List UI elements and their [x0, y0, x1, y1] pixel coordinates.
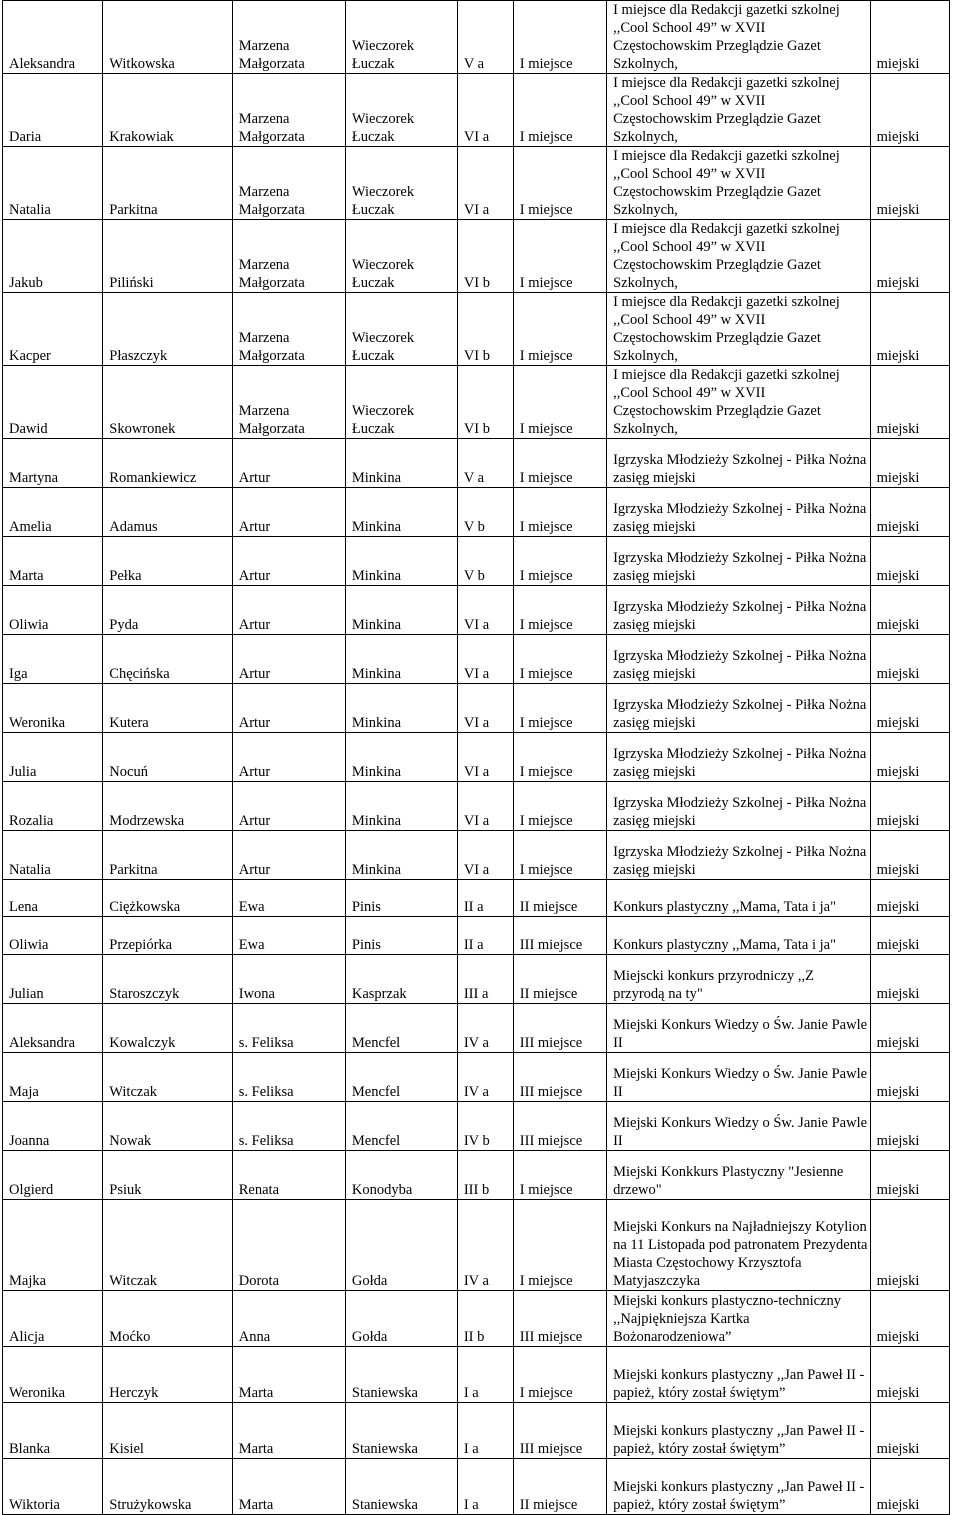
student-first-name-cell: Martyna [3, 439, 103, 488]
student-last-name-cell: Parkitna [103, 831, 232, 880]
student-first-name-cell: Joanna [3, 1102, 103, 1151]
student-last-name-cell: Pełka [103, 537, 232, 586]
student-last-name-cell: Nocuń [103, 733, 232, 782]
competition-cell: Miejski Konkurs Wiedzy o Św. Janie Pawle II [607, 1102, 871, 1151]
class-cell: VI a [457, 586, 513, 635]
level-cell: miejski [870, 1053, 949, 1102]
student-last-name-cell: Romankiewicz [103, 439, 232, 488]
awards-table-body [3, 1, 950, 1515]
teacher-first-name-cell: s. Feliksa [232, 1053, 345, 1102]
place-cell: I miejsce [513, 488, 606, 537]
teacher-last-name-cell: Mencfel [345, 1053, 457, 1102]
place-cell: III miejsce [513, 1291, 606, 1347]
teacher-last-name-cell: Wieczorek Łuczak [345, 293, 457, 366]
place-cell: I miejsce [513, 147, 606, 220]
table-row [3, 782, 950, 831]
student-first-name-cell: Aleksandra [3, 1004, 103, 1053]
place-cell: I miejsce [513, 1347, 606, 1403]
level-cell: miejski [870, 537, 949, 586]
place-cell: I miejsce [513, 1200, 606, 1291]
student-first-name-cell: Natalia [3, 831, 103, 880]
teacher-first-name-cell: Ewa [232, 917, 345, 955]
class-cell: V b [457, 488, 513, 537]
place-cell: I miejsce [513, 782, 606, 831]
table-row [3, 880, 950, 917]
table-row [3, 1004, 950, 1053]
teacher-first-name-cell: Marzena Małgorzata [232, 220, 345, 293]
competition-cell: Miejski Konkkurs Plastyczny "Jesienne drzewo" [607, 1151, 871, 1200]
place-cell: I miejsce [513, 74, 606, 147]
place-cell: III miejsce [513, 1053, 606, 1102]
teacher-last-name-cell: Minkina [345, 635, 457, 684]
awards-table [2, 0, 950, 1515]
student-first-name-cell: Julian [3, 955, 103, 1004]
class-cell: VI a [457, 74, 513, 147]
level-cell: miejski [870, 1347, 949, 1403]
table-row [3, 635, 950, 684]
level-cell: miejski [870, 488, 949, 537]
student-last-name-cell: Modrzewska [103, 782, 232, 831]
teacher-last-name-cell: Pinis [345, 880, 457, 917]
level-cell: miejski [870, 1291, 949, 1347]
teacher-first-name-cell: Artur [232, 537, 345, 586]
teacher-first-name-cell: Marzena Małgorzata [232, 1, 345, 74]
teacher-last-name-cell: Staniewska [345, 1347, 457, 1403]
student-last-name-cell: Piliński [103, 220, 232, 293]
competition-cell: Igrzyska Młodzieży Szkolnej - Piłka Nożna zasięg miejski [607, 684, 871, 733]
teacher-first-name-cell: Marta [232, 1347, 345, 1403]
class-cell: VI a [457, 635, 513, 684]
table-row [3, 1200, 950, 1291]
teacher-last-name-cell: Kasprzak [345, 955, 457, 1004]
place-cell: I miejsce [513, 831, 606, 880]
class-cell: V a [457, 439, 513, 488]
teacher-first-name-cell: Artur [232, 439, 345, 488]
place-cell: III miejsce [513, 1102, 606, 1151]
teacher-last-name-cell: Wieczorek Łuczak [345, 366, 457, 439]
class-cell: I a [457, 1459, 513, 1515]
competition-cell: Igrzyska Młodzieży Szkolnej - Piłka Nożna zasięg miejski [607, 488, 871, 537]
teacher-first-name-cell: Marzena Małgorzata [232, 74, 345, 147]
table-row [3, 684, 950, 733]
table-row [3, 1459, 950, 1515]
table-row [3, 366, 950, 439]
level-cell: miejski [870, 1004, 949, 1053]
class-cell: VI a [457, 733, 513, 782]
level-cell: miejski [870, 1459, 949, 1515]
teacher-last-name-cell: Gołda [345, 1200, 457, 1291]
table-row [3, 537, 950, 586]
student-last-name-cell: Nowak [103, 1102, 232, 1151]
competition-cell: I miejsce dla Redakcji gazetki szkolnej ,,Cool School 49” w XVII Częstochowskim Przeglądzie Gazet Szkolnych, [607, 366, 871, 439]
level-cell: miejski [870, 1151, 949, 1200]
level-cell: miejski [870, 1102, 949, 1151]
level-cell: miejski [870, 782, 949, 831]
teacher-first-name-cell: Marzena Małgorzata [232, 293, 345, 366]
student-last-name-cell: Ciężkowska [103, 880, 232, 917]
student-first-name-cell: Rozalia [3, 782, 103, 831]
student-last-name-cell: Witkowska [103, 1, 232, 74]
competition-cell: Miejski konkurs plastyczny ,,Jan Paweł II - papież, który został świętym” [607, 1459, 871, 1515]
teacher-first-name-cell: Anna [232, 1291, 345, 1347]
level-cell: miejski [870, 74, 949, 147]
class-cell: VI b [457, 366, 513, 439]
student-first-name-cell: Kacper [3, 293, 103, 366]
table-row [3, 1151, 950, 1200]
student-last-name-cell: Psiuk [103, 1151, 232, 1200]
teacher-last-name-cell: Wieczorek Łuczak [345, 74, 457, 147]
table-row [3, 1102, 950, 1151]
student-first-name-cell: Marta [3, 537, 103, 586]
student-first-name-cell: Julia [3, 733, 103, 782]
teacher-first-name-cell: Artur [232, 733, 345, 782]
teacher-first-name-cell: Marta [232, 1403, 345, 1459]
place-cell: I miejsce [513, 1, 606, 74]
table-row [3, 488, 950, 537]
table-row [3, 733, 950, 782]
level-cell: miejski [870, 586, 949, 635]
competition-cell: Miejski konkurs plastyczny ,,Jan Paweł II - papież, który został świętym” [607, 1403, 871, 1459]
teacher-last-name-cell: Minkina [345, 684, 457, 733]
competition-cell: Miejski konkurs plastyczno-techniczny ,,Najpiękniejsza Kartka Bożonarodzeniowa” [607, 1291, 871, 1347]
level-cell: miejski [870, 684, 949, 733]
place-cell: II miejsce [513, 880, 606, 917]
table-row [3, 74, 950, 147]
student-first-name-cell: Natalia [3, 147, 103, 220]
competition-cell: Miejski Konkurs Wiedzy o Św. Janie Pawle II [607, 1004, 871, 1053]
teacher-last-name-cell: Mencfel [345, 1004, 457, 1053]
table-row [3, 1053, 950, 1102]
student-first-name-cell: Daria [3, 74, 103, 147]
table-row [3, 955, 950, 1004]
level-cell: miejski [870, 1200, 949, 1291]
student-last-name-cell: Adamus [103, 488, 232, 537]
competition-cell: Igrzyska Młodzieży Szkolnej - Piłka Nożna zasięg miejski [607, 831, 871, 880]
teacher-last-name-cell: Minkina [345, 586, 457, 635]
class-cell: IV a [457, 1004, 513, 1053]
level-cell: miejski [870, 955, 949, 1004]
teacher-last-name-cell: Wieczorek Łuczak [345, 1, 457, 74]
student-first-name-cell: Weronika [3, 684, 103, 733]
table-row [3, 293, 950, 366]
competition-cell: I miejsce dla Redakcji gazetki szkolnej ,,Cool School 49” w XVII Częstochowskim Przeglądzie Gazet Szkolnych, [607, 220, 871, 293]
student-first-name-cell: Wiktoria [3, 1459, 103, 1515]
teacher-last-name-cell: Wieczorek Łuczak [345, 220, 457, 293]
student-last-name-cell: Kowalczyk [103, 1004, 232, 1053]
student-last-name-cell: Skowronek [103, 366, 232, 439]
table-row [3, 1, 950, 74]
teacher-first-name-cell: Artur [232, 488, 345, 537]
competition-cell: Miejski Konkurs Wiedzy o Św. Janie Pawle II [607, 1053, 871, 1102]
student-last-name-cell: Krakowiak [103, 74, 232, 147]
place-cell: I miejsce [513, 366, 606, 439]
table-row [3, 586, 950, 635]
teacher-first-name-cell: Artur [232, 782, 345, 831]
place-cell: III miejsce [513, 917, 606, 955]
place-cell: I miejsce [513, 220, 606, 293]
competition-cell: I miejsce dla Redakcji gazetki szkolnej ,,Cool School 49” w XVII Częstochowskim Przeglądzie Gazet Szkolnych, [607, 293, 871, 366]
class-cell: IV a [457, 1053, 513, 1102]
teacher-first-name-cell: Artur [232, 586, 345, 635]
class-cell: I a [457, 1403, 513, 1459]
student-last-name-cell: Kisiel [103, 1403, 232, 1459]
table-row [3, 831, 950, 880]
place-cell: I miejsce [513, 293, 606, 366]
teacher-last-name-cell: Mencfel [345, 1102, 457, 1151]
student-first-name-cell: Maja [3, 1053, 103, 1102]
place-cell: III miejsce [513, 1403, 606, 1459]
teacher-first-name-cell: Renata [232, 1151, 345, 1200]
table-row [3, 1291, 950, 1347]
place-cell: I miejsce [513, 635, 606, 684]
student-first-name-cell: Oliwia [3, 586, 103, 635]
class-cell: VI a [457, 147, 513, 220]
teacher-last-name-cell: Wieczorek Łuczak [345, 147, 457, 220]
level-cell: miejski [870, 733, 949, 782]
class-cell: IV a [457, 1200, 513, 1291]
student-first-name-cell: Alicja [3, 1291, 103, 1347]
student-first-name-cell: Blanka [3, 1403, 103, 1459]
teacher-last-name-cell: Minkina [345, 782, 457, 831]
teacher-last-name-cell: Minkina [345, 439, 457, 488]
class-cell: VI b [457, 220, 513, 293]
competition-cell: Konkurs plastyczny ,,Mama, Tata i ja" [607, 917, 871, 955]
student-first-name-cell: Iga [3, 635, 103, 684]
teacher-last-name-cell: Staniewska [345, 1403, 457, 1459]
student-last-name-cell: Moćko [103, 1291, 232, 1347]
teacher-last-name-cell: Gołda [345, 1291, 457, 1347]
student-last-name-cell: Herczyk [103, 1347, 232, 1403]
student-last-name-cell: Strużykowska [103, 1459, 232, 1515]
teacher-first-name-cell: Dorota [232, 1200, 345, 1291]
place-cell: III miejsce [513, 1004, 606, 1053]
table-row [3, 917, 950, 955]
student-last-name-cell: Witczak [103, 1200, 232, 1291]
student-first-name-cell: Oliwia [3, 917, 103, 955]
place-cell: II miejsce [513, 955, 606, 1004]
class-cell: VI b [457, 293, 513, 366]
teacher-last-name-cell: Minkina [345, 831, 457, 880]
class-cell: II a [457, 880, 513, 917]
place-cell: I miejsce [513, 439, 606, 488]
student-last-name-cell: Przepiórka [103, 917, 232, 955]
table-row [3, 147, 950, 220]
teacher-first-name-cell: Marta [232, 1459, 345, 1515]
level-cell: miejski [870, 917, 949, 955]
competition-cell: Igrzyska Młodzieży Szkolnej - Piłka Nożna zasięg miejski [607, 733, 871, 782]
class-cell: V b [457, 537, 513, 586]
level-cell: miejski [870, 147, 949, 220]
teacher-last-name-cell: Pinis [345, 917, 457, 955]
teacher-first-name-cell: Iwona [232, 955, 345, 1004]
teacher-first-name-cell: Artur [232, 831, 345, 880]
class-cell: II b [457, 1291, 513, 1347]
level-cell: miejski [870, 880, 949, 917]
table-row [3, 1347, 950, 1403]
place-cell: I miejsce [513, 684, 606, 733]
teacher-first-name-cell: Ewa [232, 880, 345, 917]
student-first-name-cell: Weronika [3, 1347, 103, 1403]
class-cell: III a [457, 955, 513, 1004]
student-first-name-cell: Jakub [3, 220, 103, 293]
teacher-first-name-cell: s. Feliksa [232, 1102, 345, 1151]
student-last-name-cell: Staroszczyk [103, 955, 232, 1004]
class-cell: III b [457, 1151, 513, 1200]
class-cell: II a [457, 917, 513, 955]
teacher-first-name-cell: Marzena Małgorzata [232, 366, 345, 439]
teacher-first-name-cell: Artur [232, 684, 345, 733]
student-first-name-cell: Olgierd [3, 1151, 103, 1200]
competition-cell: Igrzyska Młodzieży Szkolnej - Piłka Nożna zasięg miejski [607, 635, 871, 684]
teacher-first-name-cell: s. Feliksa [232, 1004, 345, 1053]
teacher-first-name-cell: Artur [232, 635, 345, 684]
class-cell: V a [457, 1, 513, 74]
teacher-last-name-cell: Konodyba [345, 1151, 457, 1200]
teacher-last-name-cell: Staniewska [345, 1459, 457, 1515]
student-last-name-cell: Pyda [103, 586, 232, 635]
class-cell: VI a [457, 831, 513, 880]
competition-cell: Konkurs plastyczny ,,Mama, Tata i ja" [607, 880, 871, 917]
competition-cell: Igrzyska Młodzieży Szkolnej - Piłka Nożna zasięg miejski [607, 586, 871, 635]
level-cell: miejski [870, 293, 949, 366]
student-last-name-cell: Chęcińska [103, 635, 232, 684]
level-cell: miejski [870, 366, 949, 439]
student-last-name-cell: Parkitna [103, 147, 232, 220]
competition-cell: Miejski konkurs plastyczny ,,Jan Paweł II - papież, który został świętym” [607, 1347, 871, 1403]
level-cell: miejski [870, 1403, 949, 1459]
teacher-last-name-cell: Minkina [345, 537, 457, 586]
class-cell: IV b [457, 1102, 513, 1151]
student-first-name-cell: Dawid [3, 366, 103, 439]
table-row [3, 220, 950, 293]
competition-cell: Miejscki konkurs przyrodniczy ,,Z przyrodą na ty" [607, 955, 871, 1004]
competition-cell: Miejski Konkurs na Najładniejszy Kotylion na 11 Listopada pod patronatem Prezydenta Miasta Częstochowy Krzysztofa Matyjaszczyka [607, 1200, 871, 1291]
competition-cell: Igrzyska Młodzieży Szkolnej - Piłka Nożna zasięg miejski [607, 439, 871, 488]
student-first-name-cell: Lena [3, 880, 103, 917]
competition-cell: I miejsce dla Redakcji gazetki szkolnej ,,Cool School 49” w XVII Częstochowskim Przeglądzie Gazet Szkolnych, [607, 147, 871, 220]
teacher-last-name-cell: Minkina [345, 488, 457, 537]
table-row [3, 1403, 950, 1459]
place-cell: II miejsce [513, 1459, 606, 1515]
place-cell: I miejsce [513, 537, 606, 586]
level-cell: miejski [870, 1, 949, 74]
student-last-name-cell: Płaszczyk [103, 293, 232, 366]
competition-cell: Igrzyska Młodzieży Szkolnej - Piłka Nożna zasięg miejski [607, 537, 871, 586]
student-last-name-cell: Kutera [103, 684, 232, 733]
student-first-name-cell: Majka [3, 1200, 103, 1291]
class-cell: VI a [457, 684, 513, 733]
level-cell: miejski [870, 220, 949, 293]
level-cell: miejski [870, 635, 949, 684]
teacher-last-name-cell: Minkina [345, 733, 457, 782]
student-first-name-cell: Amelia [3, 488, 103, 537]
table-row [3, 439, 950, 488]
level-cell: miejski [870, 831, 949, 880]
student-first-name-cell: Aleksandra [3, 1, 103, 74]
competition-cell: I miejsce dla Redakcji gazetki szkolnej ,,Cool School 49” w XVII Częstochowskim Przeglądzie Gazet Szkolnych, [607, 74, 871, 147]
class-cell: I a [457, 1347, 513, 1403]
student-last-name-cell: Witczak [103, 1053, 232, 1102]
place-cell: I miejsce [513, 733, 606, 782]
competition-cell: Igrzyska Młodzieży Szkolnej - Piłka Nożna zasięg miejski [607, 782, 871, 831]
place-cell: I miejsce [513, 1151, 606, 1200]
level-cell: miejski [870, 439, 949, 488]
place-cell: I miejsce [513, 586, 606, 635]
teacher-first-name-cell: Marzena Małgorzata [232, 147, 345, 220]
competition-cell: I miejsce dla Redakcji gazetki szkolnej ,,Cool School 49” w XVII Częstochowskim Przeglądzie Gazet Szkolnych, [607, 1, 871, 74]
class-cell: VI a [457, 782, 513, 831]
